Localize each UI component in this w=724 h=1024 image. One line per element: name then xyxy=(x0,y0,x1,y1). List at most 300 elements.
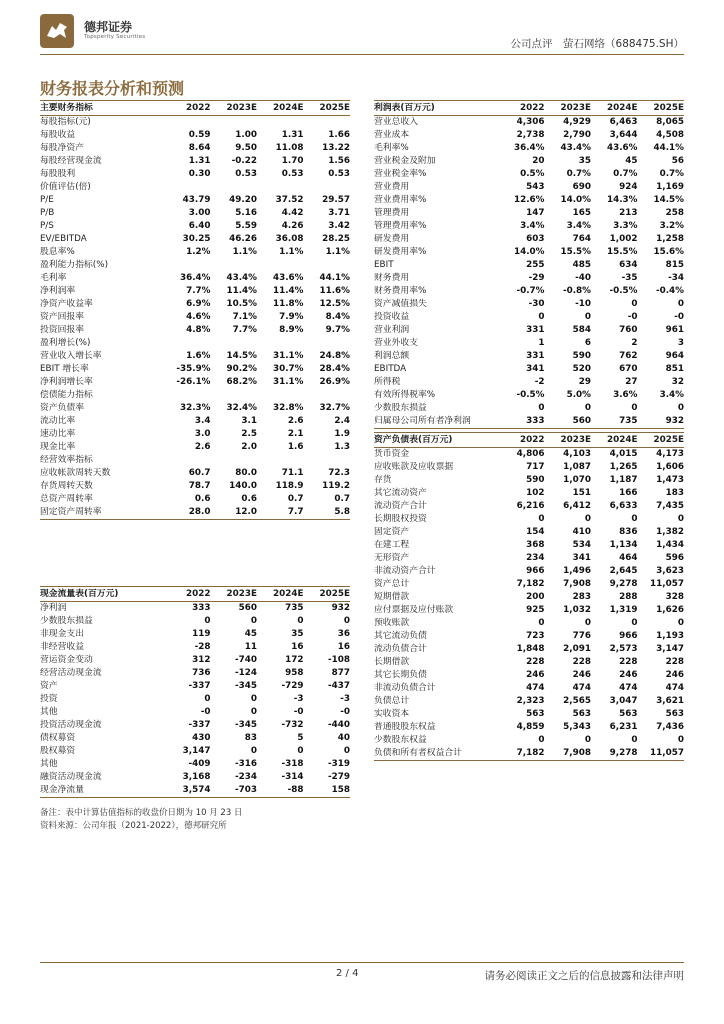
cell-value: 246 xyxy=(526,670,545,680)
cell-value: 6 xyxy=(584,338,591,348)
table-row xyxy=(40,506,350,520)
cell-value: 154 xyxy=(526,527,545,537)
cell-value xyxy=(164,116,211,130)
table-row xyxy=(40,116,350,130)
cell-value: -0.22 xyxy=(231,156,257,166)
table-header-row xyxy=(374,433,684,448)
cell-value: 7,182 xyxy=(498,747,545,761)
cell-value xyxy=(257,116,304,130)
row-label: 财务费用率% xyxy=(374,286,427,296)
cell-value: 29 xyxy=(578,377,591,387)
cell-value: -2 xyxy=(534,377,545,387)
table-row xyxy=(40,181,350,194)
table-row xyxy=(374,363,684,376)
cell-value: 0.7 xyxy=(334,494,350,504)
table-row xyxy=(40,363,350,376)
cell-value: 560 xyxy=(238,603,257,613)
cell-value: 2,323 xyxy=(516,696,545,706)
cell-value: 14.5% xyxy=(653,195,684,205)
table-row xyxy=(40,719,350,732)
cell-value: 474 xyxy=(526,683,545,693)
cell-value: 43.4% xyxy=(560,143,591,153)
cell-value: 534 xyxy=(572,540,591,550)
row-label: 营业成本 xyxy=(374,130,410,140)
cell-value: 563 xyxy=(526,709,545,719)
cell-value: 0 xyxy=(677,735,684,745)
table-header-row xyxy=(374,101,684,116)
table-row xyxy=(374,337,684,350)
cell-value xyxy=(304,337,351,350)
table-title: 资产负债表(百万元) xyxy=(374,435,453,445)
cell-value: 3,147 xyxy=(182,746,211,756)
cell-value: 11,057 xyxy=(638,747,685,761)
table-row xyxy=(40,706,350,719)
table-row xyxy=(374,168,684,181)
cell-value: -0.4% xyxy=(655,286,684,296)
row-label: 营业税金率% xyxy=(374,169,427,179)
cell-value: 147 xyxy=(526,208,545,218)
cell-value: -30 xyxy=(528,299,545,309)
cell-value: -0 xyxy=(627,312,638,322)
row-label: 少数股东权益 xyxy=(374,735,427,745)
cell-value: 603 xyxy=(526,234,545,244)
column-header: 2023E xyxy=(560,103,591,113)
cell-value: 1,134 xyxy=(609,540,638,550)
cell-value: 11,057 xyxy=(650,579,684,589)
cell-value xyxy=(164,181,211,194)
cell-value: 36.08 xyxy=(275,234,304,244)
row-label: EBIT xyxy=(374,260,394,270)
cell-value xyxy=(257,454,304,467)
cell-value: 520 xyxy=(572,364,591,374)
cell-value: -440 xyxy=(327,720,350,730)
cell-value: 3.2% xyxy=(659,221,684,231)
cell-value: -345 xyxy=(234,681,257,691)
table-row xyxy=(374,194,684,207)
column-header: 2024E xyxy=(607,103,638,113)
cell-value: 11.4% xyxy=(272,286,304,296)
cell-value: 12.5% xyxy=(319,299,350,309)
cell-value: 45 xyxy=(244,629,257,639)
cell-value: 14.0% xyxy=(513,247,545,257)
table-row xyxy=(374,539,684,552)
cell-value: 32.7% xyxy=(319,403,350,413)
cell-value: 14.5% xyxy=(226,351,257,361)
cell-value: -732 xyxy=(281,720,304,730)
table-row xyxy=(374,526,684,539)
cell-value xyxy=(304,181,351,194)
cell-value: 83 xyxy=(244,733,257,743)
note-data-source: 资料来源：公司年报（2021-2022），德邦研究所 xyxy=(40,821,227,831)
cell-value: 341 xyxy=(526,364,545,374)
row-label: 流动比率 xyxy=(40,416,76,426)
row-label: 营业费用率% xyxy=(374,195,427,205)
cell-value: 932 xyxy=(638,415,685,429)
row-label: 无形资产 xyxy=(374,553,410,563)
row-label: 利润总额 xyxy=(374,351,410,361)
cell-value: 3.71 xyxy=(328,208,350,218)
table-row xyxy=(40,732,350,745)
cell-value: 9.7% xyxy=(325,325,350,335)
cell-value: 1.70 xyxy=(281,156,304,166)
cell-value: 8.64 xyxy=(188,143,211,153)
row-label: 投资活动现金流 xyxy=(40,720,102,730)
cell-value: 36 xyxy=(337,629,350,639)
cell-value: 966 xyxy=(526,566,545,576)
company-logo xyxy=(40,14,74,48)
cell-value: 140.0 xyxy=(229,481,257,491)
cell-value: 485 xyxy=(572,260,591,270)
cell-value xyxy=(304,454,351,467)
table-row xyxy=(40,641,350,654)
cell-value: 762 xyxy=(619,351,638,361)
row-label: P/B xyxy=(40,208,55,218)
cell-value: 35 xyxy=(291,629,304,639)
cell-value: 183 xyxy=(665,488,684,498)
cell-value: 246 xyxy=(572,670,591,680)
table-row xyxy=(374,695,684,708)
cell-value: 3,168 xyxy=(182,772,211,782)
cell-value: 16 xyxy=(291,642,304,652)
cell-value: -337 xyxy=(188,720,211,730)
table-row xyxy=(374,233,684,246)
cell-value: 5.0% xyxy=(566,390,591,400)
cell-value: 877 xyxy=(331,668,350,678)
cell-value: 8,065 xyxy=(656,117,684,127)
row-label: 其他 xyxy=(40,707,58,717)
row-label: 每股净资产 xyxy=(40,143,84,153)
cell-value: 6,216 xyxy=(516,501,545,511)
table-row xyxy=(374,142,684,155)
cell-value: 2,573 xyxy=(609,644,638,654)
cell-value: 2.6 xyxy=(194,442,211,452)
cell-value xyxy=(211,337,258,350)
cell-value: 15.5% xyxy=(606,247,638,257)
row-label: 流动资产合计 xyxy=(374,501,427,511)
row-label: 非经营收益 xyxy=(40,642,84,652)
row-label: 长期借款 xyxy=(374,657,410,667)
row-label: 资产减值损失 xyxy=(374,299,427,309)
cell-value: -0 xyxy=(674,312,684,322)
table-row xyxy=(40,693,350,706)
row-label: 盈利能力指标(%) xyxy=(40,260,109,270)
row-label: EV/EBITDA xyxy=(40,234,87,244)
cell-value: 13.22 xyxy=(322,143,350,153)
cell-value: -3 xyxy=(293,694,304,704)
cell-value: 0.53 xyxy=(328,169,350,179)
cell-value: 7.7% xyxy=(186,286,211,296)
cell-value: 102 xyxy=(526,488,545,498)
cell-value: 31.1% xyxy=(272,377,304,387)
cell-value: 60.7 xyxy=(188,468,211,478)
table-row xyxy=(374,402,684,415)
main-indicators-table xyxy=(40,100,350,520)
cell-value: 228 xyxy=(526,657,545,667)
cell-value: 760 xyxy=(619,325,638,335)
cell-value: 333 xyxy=(498,415,545,429)
cell-value: 1,434 xyxy=(656,540,684,550)
cell-value: 735 xyxy=(591,415,638,429)
cell-value: 7,182 xyxy=(516,579,545,589)
cell-value: 7.9% xyxy=(279,312,304,322)
cell-value: 1.3 xyxy=(334,442,350,452)
column-header: 2022 xyxy=(186,589,211,599)
row-label: 现金净流量 xyxy=(40,784,164,798)
cell-value: 0.59 xyxy=(188,130,211,140)
cell-value: 44.1% xyxy=(319,273,350,283)
cell-value xyxy=(257,337,304,350)
cell-value: 14.3% xyxy=(606,195,638,205)
cell-value: -314 xyxy=(281,772,304,782)
cell-value: 11.6% xyxy=(319,286,350,296)
row-label: 固定资产 xyxy=(374,527,410,537)
cell-value: 1.31 xyxy=(188,156,211,166)
cell-value: 0.7% xyxy=(566,169,591,179)
cell-value xyxy=(164,454,211,467)
cell-value: 1,626 xyxy=(656,605,684,615)
row-label: 负债和所有者权益合计 xyxy=(374,747,498,761)
footer-divider xyxy=(40,962,684,963)
table-title: 现金流量表(百万元) xyxy=(40,589,119,599)
row-label: 负债总计 xyxy=(374,696,410,706)
row-label: 非现金支出 xyxy=(40,629,84,639)
row-label: 所得税 xyxy=(374,377,401,387)
cell-value: 0 xyxy=(631,403,638,413)
cell-value: 7.7 xyxy=(257,506,304,520)
cell-value xyxy=(257,389,304,402)
cell-value: 28.0 xyxy=(164,506,211,520)
cell-value: 0.7 xyxy=(287,494,304,504)
cell-value: 3,623 xyxy=(656,566,684,576)
cell-value: 0 xyxy=(584,312,591,322)
table-row xyxy=(374,474,684,487)
cell-value: 1.31 xyxy=(281,130,304,140)
table-row xyxy=(40,415,350,428)
table-row xyxy=(40,493,350,506)
cell-value: 0.53 xyxy=(235,169,257,179)
cell-value: 30.7% xyxy=(272,364,304,374)
cell-value xyxy=(211,454,258,467)
cell-value: 1,496 xyxy=(563,566,591,576)
cell-value: 6.40 xyxy=(188,221,211,231)
row-label: 固定资产周转率 xyxy=(40,506,164,520)
cell-value: 0.7% xyxy=(613,169,638,179)
cell-value: 288 xyxy=(619,592,638,602)
table-row xyxy=(374,578,684,591)
column-header: 2025E xyxy=(653,103,684,113)
cell-value: 312 xyxy=(192,655,211,665)
cell-value: 1,258 xyxy=(656,234,684,244)
cell-value: -729 xyxy=(281,681,304,691)
row-label: 研发费用 xyxy=(374,234,410,244)
cell-value: 328 xyxy=(665,592,684,602)
cell-value: 1,193 xyxy=(656,631,684,641)
table-row xyxy=(40,350,350,363)
cell-value: 1.1% xyxy=(279,247,304,257)
table-row xyxy=(40,784,350,798)
cell-value xyxy=(257,259,304,272)
cell-value: 736 xyxy=(192,668,211,678)
cell-value: 32.8% xyxy=(272,403,304,413)
cell-value: 0.6 xyxy=(194,494,211,504)
cell-value: 1.2% xyxy=(186,247,211,257)
cell-value: 228 xyxy=(619,657,638,667)
cell-value: 32.4% xyxy=(226,403,257,413)
cell-value: 474 xyxy=(619,683,638,693)
cell-value: 11.4% xyxy=(226,286,257,296)
row-label: 净利润 xyxy=(40,603,67,613)
table-row xyxy=(374,272,684,285)
cell-value: -0 xyxy=(340,707,350,717)
cell-value: 2.0 xyxy=(241,442,257,452)
cell-value xyxy=(304,116,351,130)
cell-value xyxy=(211,259,258,272)
row-label: 债权募资 xyxy=(40,733,76,743)
note-valuation-date: 备注：表中计算估值指标的收盘价日期为 10 月 23 日 xyxy=(40,808,243,818)
row-label: 融资活动现金流 xyxy=(40,772,102,782)
table-row xyxy=(374,552,684,565)
cell-value: 1.1% xyxy=(232,247,257,257)
cell-value: 1.1% xyxy=(325,247,350,257)
cell-value: 958 xyxy=(285,668,304,678)
cell-value: 16 xyxy=(337,642,350,652)
cell-value: 543 xyxy=(526,182,545,192)
row-label: 营业费用 xyxy=(374,182,410,192)
row-label: 净利润增长率 xyxy=(40,377,93,387)
cell-value: 26.9% xyxy=(319,377,350,387)
table-row xyxy=(40,758,350,771)
cell-value: -0.5% xyxy=(609,286,638,296)
cell-value: 32 xyxy=(671,377,684,387)
cell-value: -0 xyxy=(200,707,211,717)
cell-value: 36.4% xyxy=(179,273,211,283)
cell-value: 4,015 xyxy=(609,449,638,459)
row-label: 营业收入增长率 xyxy=(40,351,102,361)
row-label: 经营效率指标 xyxy=(40,455,93,465)
row-label: 非流动负债合计 xyxy=(374,683,436,693)
cell-value: 1,606 xyxy=(656,462,684,472)
row-label: 少数股东损益 xyxy=(374,403,427,413)
cell-value: 1,473 xyxy=(656,475,684,485)
cell-value: -316 xyxy=(234,759,257,769)
table-row xyxy=(40,129,350,142)
table-row xyxy=(40,207,350,220)
cell-value: 20 xyxy=(532,156,545,166)
cell-value: 3.4% xyxy=(520,221,545,231)
cell-value: 1,070 xyxy=(563,475,591,485)
cell-value: 0 xyxy=(677,299,684,309)
table-row xyxy=(40,142,350,155)
cell-value: -34 xyxy=(668,273,684,283)
cell-value: 331 xyxy=(526,325,545,335)
cell-value: 3.4 xyxy=(194,416,211,426)
cell-value: 0 xyxy=(204,616,211,626)
cell-value: 2.6 xyxy=(287,416,304,426)
cell-value: 166 xyxy=(619,488,638,498)
table-row xyxy=(374,350,684,363)
cell-value: 2.4 xyxy=(334,416,350,426)
cell-value: 6,633 xyxy=(609,501,638,511)
cell-value: 2.1 xyxy=(287,429,304,439)
cell-value: 27 xyxy=(625,377,638,387)
report-type-and-ticker: 公司点评 萤石网络（688475.SH） xyxy=(510,38,684,50)
table-row xyxy=(40,324,350,337)
row-label: 实收资本 xyxy=(374,709,410,719)
table-row xyxy=(374,513,684,526)
cell-value: 966 xyxy=(619,631,638,641)
table-row xyxy=(374,259,684,272)
row-label: 价值评估(倍) xyxy=(40,182,91,192)
row-label: 存货 xyxy=(374,475,392,485)
cell-value: 0 xyxy=(631,299,638,309)
cell-value: 3.4% xyxy=(566,221,591,231)
cell-value: -345 xyxy=(234,720,257,730)
cell-value: -10 xyxy=(575,299,591,309)
cell-value: -40 xyxy=(575,273,591,283)
cell-value: 1,032 xyxy=(563,605,591,615)
cell-value: 7.1% xyxy=(232,312,257,322)
table-row xyxy=(40,259,350,272)
table-row xyxy=(40,628,350,641)
cell-value: 6,412 xyxy=(563,501,591,511)
cell-value: 0 xyxy=(677,514,684,524)
row-label: 研发费用率% xyxy=(374,247,427,257)
table-row xyxy=(374,116,684,130)
cell-value: 151 xyxy=(572,488,591,498)
cell-value: -0.8% xyxy=(562,286,591,296)
cell-value: 40 xyxy=(337,733,350,743)
row-label: 资产负债率 xyxy=(40,403,84,413)
row-label: 营运资金变动 xyxy=(40,655,93,665)
table-row xyxy=(40,467,350,480)
cell-value: 1,265 xyxy=(609,462,638,472)
cell-value: -28 xyxy=(194,642,211,652)
cell-value: 2.5 xyxy=(241,429,257,439)
cell-value: 464 xyxy=(619,553,638,563)
row-label: 普通股股东权益 xyxy=(374,722,436,732)
notes xyxy=(40,807,242,833)
page-header xyxy=(40,14,684,55)
cell-value xyxy=(211,116,258,130)
cell-value: 4,806 xyxy=(516,449,545,459)
table-row xyxy=(374,734,684,747)
cell-value: -35 xyxy=(621,273,638,283)
row-label: 股权募资 xyxy=(40,746,76,756)
row-label: 长期股权投资 xyxy=(374,514,427,524)
cell-value: 12.6% xyxy=(513,195,545,205)
cell-value: 3.1 xyxy=(241,416,257,426)
row-label: 每股收益 xyxy=(40,130,76,140)
cell-value: 4,173 xyxy=(656,449,684,459)
table-row xyxy=(374,500,684,513)
table-row xyxy=(374,285,684,298)
table-row xyxy=(40,602,350,616)
cell-value: 8.9% xyxy=(279,325,304,335)
row-label: 管理费用 xyxy=(374,208,410,218)
cell-value: 43.79 xyxy=(182,195,211,205)
row-label: 净利润率 xyxy=(40,286,76,296)
table-row xyxy=(40,667,350,680)
row-label: 投资 xyxy=(40,694,58,704)
table-header-row xyxy=(40,101,350,116)
cell-value: 1.6 xyxy=(287,442,304,452)
table-row xyxy=(374,591,684,604)
table-row xyxy=(374,682,684,695)
row-label: 其它流动资产 xyxy=(374,488,427,498)
cell-value: 3.4% xyxy=(659,390,684,400)
cell-value: -124 xyxy=(234,668,257,678)
row-label: 每股股利 xyxy=(40,169,76,179)
